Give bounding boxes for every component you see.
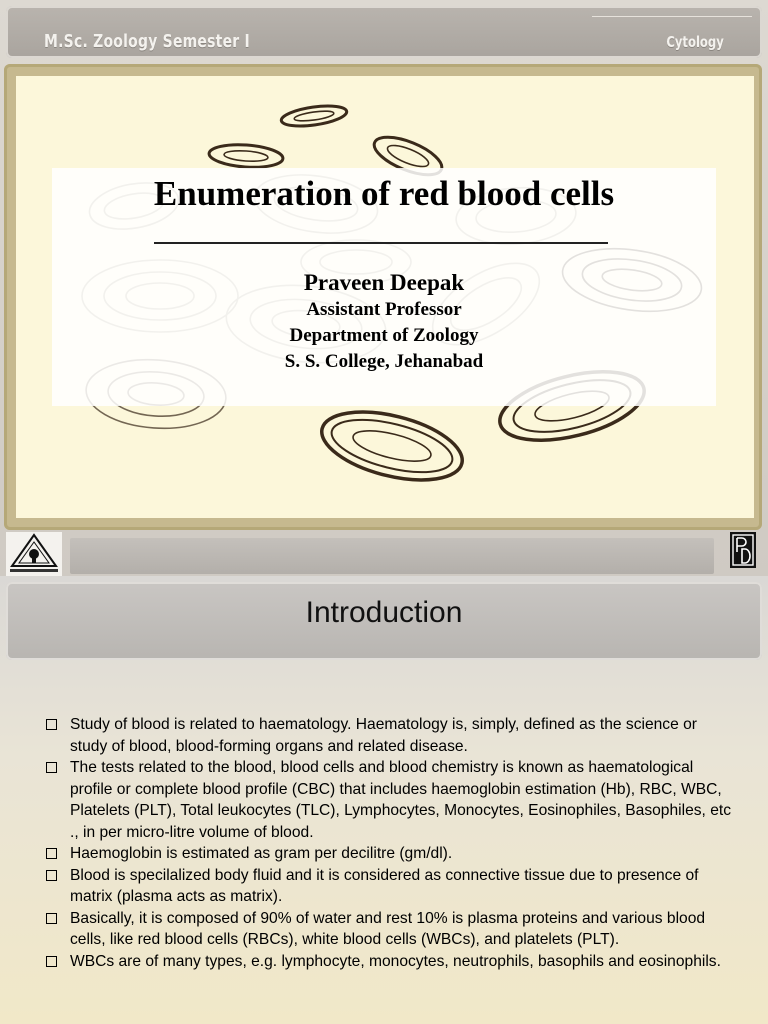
list-item: Study of blood is related to haematology. Haematology is, simply, defined as the science or study of blood, blood-forming organs and related disease.	[44, 714, 734, 757]
rbc-cell-1	[280, 102, 348, 129]
list-item: The tests related to the blood, blood cells and blood chemistry is known as haematological profile or complete blood profile (CBC) that includes haemoglobin estimation (Hb), RBC, WBC, Platelets (PLT), Total leukocytes (TLC), Lymphocytes, Monocytes, Eosinophiles, Basophiles, etc ., in per micro-litre volume of blood.	[44, 757, 734, 843]
subject-label: Cytology	[666, 33, 724, 51]
introduction-slide	[0, 576, 768, 1024]
list-item: WBCs are of many types, e.g. lymphocyte, monocytes, neutrophils, basophils and eosinophils.	[44, 951, 734, 973]
list-item: Blood is specilalized body fluid and it is considered as connective tissue due to presence of matrix (plasma acts as matrix).	[44, 865, 734, 908]
author-position: Assistant Professor	[306, 299, 462, 320]
author-college: S. S. College, Jehanabad	[284, 351, 484, 372]
college-emblem-icon	[6, 532, 62, 576]
checkbox-bullet-icon	[46, 848, 57, 859]
list-item: Haemoglobin is estimated as gram per decilitre (gm/dl).	[44, 843, 734, 865]
checkbox-bullet-icon	[46, 762, 57, 773]
footer-bar	[70, 538, 714, 574]
header-bar	[6, 6, 762, 58]
header-hairline	[592, 16, 752, 17]
checkbox-bullet-icon	[46, 956, 57, 967]
author-department: Department of Zoology	[289, 325, 479, 346]
rbc-cell-13	[315, 399, 469, 492]
checkbox-bullet-icon	[46, 913, 57, 924]
checkbox-bullet-icon	[46, 719, 57, 730]
title-underline	[154, 242, 608, 244]
rbc-cell-2	[208, 142, 283, 169]
slide-heading: Introduction	[305, 596, 463, 629]
list-item: Basically, it is composed of 90% of water and rest 10% is plasma proteins and various blood cells, like red blood cells (RBCs), white blood cells (WBCs), and platelets (PLT).	[44, 908, 734, 951]
slide-title: Enumeration of red blood cells	[153, 174, 615, 213]
course-label: M.Sc. Zoology Semester I	[44, 31, 250, 52]
author-name: Praveen Deepak	[303, 270, 465, 295]
pd-monogram-icon	[730, 532, 756, 568]
checkbox-bullet-icon	[46, 870, 57, 881]
bullet-list	[44, 714, 734, 972]
